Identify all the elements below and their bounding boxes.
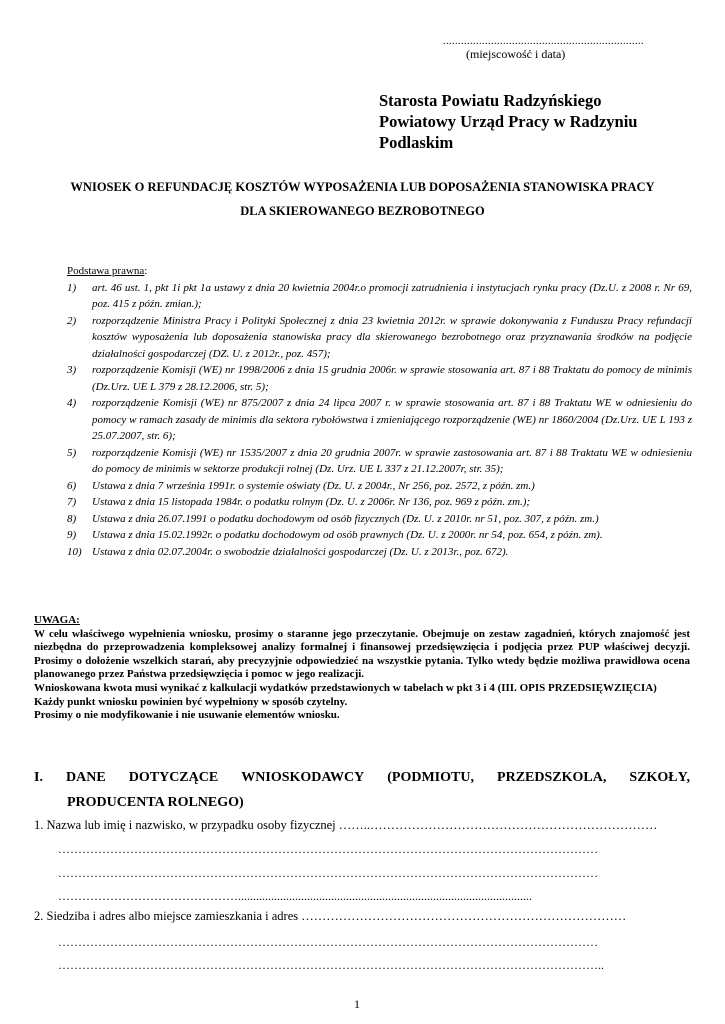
fill-line[interactable]: ……………………………………….................................................................................................. bbox=[58, 889, 532, 903]
fill-line[interactable]: …………………………………………………………………… bbox=[298, 909, 627, 923]
addressee-line: Podlaskim bbox=[379, 133, 454, 152]
legal-basis: Podstawa prawna: 1) art. 46 ust. 1, pkt 1i pkt 1a ustawy z dnia 20 kwietnia 2004r.o promocji zatrudnienia i instytucjach rynku pracy (Dz.U. z 2008 r. Nr 69, poz. 415 z późn. zmian.); 2) rozporządzenie Ministra Pracy i Polityki Społecznej z dnia 23 kwietnia 2012r. w sprawie dokonywania z Funduszu Pracy refundacji kosztów wyposażenia lub doposażenia stanowiska pracy dla skierowanego bezrobotnego oraz przyznawania środków na podjęcie działalności gospodarczej (DZ. U. z 2012r., poz. 457); 3) rozporządzenie Komisji (WE) nr 1998/2006 z dnia 15 grudnia 2006r. w sprawie stosowania art. 87 i 88 Traktatu do pomocy de minimis (Dz.Urz. UE L 379 z 28.12.2006, str. 5); 4) rozporządzenie Komisji (WE) nr 875/2007 z dnia 24 lipca 2007 r. w sprawie stosowania art. 87 i 88 Traktatu WE w odniesieniu do pomocy w ramach zasady de minimis dla sektora rybołówstwa i zmieniającego rozporządzenie (WE) nr 1860/2004 (Dz.Urz. UE L 193 z 25.07.2007, str. 6); 5) rozporządzenie Komisji (WE) nr 1535/2007 z dnia 20 grudnia 2007r. w sprawie zastosowania art. 87 i 88 Traktatu WE w odniesieniu do pomocy de minimis w sektorze produkcji rolnej (Dz. Urz. UE L 337 z 21.12.2007r, str. 35); 6) Ustawa z dnia 7 września 1991r. o systemie oświaty (Dz. U. z 2004r., Nr 256, poz. 2572, z późn. zm.) 7) Ustawa z dnia 15 listopada 1984r. o podatku rolnym (Dz. U. z 2006r. Nr 136, poz. 969 z późn. zm.); 8) Ustawa z dnia 26.07.1991 o podatku dochodowym od osób fizycznych (Dz. U. z 2010r. nr 51, poz. 307, z późn. zm.) 9) Ustawa z dnia 15.02.1992r. o podatku dochodowym od osób prawnych (Dz. U. z 2000r. nr 54, poz. 654, z późn. zm). 10) Ustawa z dnia 02.07.2004r. o swobodzie działalności gospodarczej (Dz. U. z 2013r., poz. 672). bbox=[67, 263, 692, 560]
legal-item: 3) rozporządzenie Komisji (WE) nr 1998/2006 z dnia 15 grudnia 2006r. w sprawie stosowania art. 87 i 88 Traktatu do pomocy de minimis (Dz.Urz. UE L 379 z 28.12.2006, str. 5); bbox=[67, 364, 692, 393]
fill-line[interactable]: ……………………………………………………………………………………………………………………… bbox=[58, 866, 598, 880]
legal-item: 1) art. 46 ust. 1, pkt 1i pkt 1a ustawy z dnia 20 kwietnia 2004r.o promocji zatrudnienia i instytucjach rynku pracy (Dz.U. z 2008 r. Nr 69, poz. 415 z późn. zmian.); bbox=[67, 281, 692, 310]
fill-line[interactable]: ……………………………………………………………………………………………………………………… bbox=[58, 935, 598, 949]
addressee-block bbox=[379, 90, 699, 153]
question-name bbox=[34, 818, 690, 833]
place-date-dots: ................................................................... bbox=[443, 36, 644, 47]
fill-line[interactable]: ……………………………………………………………………………………………………………………… bbox=[58, 842, 598, 856]
legal-item: 6) Ustawa z dnia 7 września 1991r. o systemie oświaty (Dz. U. z 2004r., Nr 256, poz. 2572, z późn. zm.) bbox=[67, 479, 535, 492]
legal-item: 9) Ustawa z dnia 15.02.1992r. o podatku dochodowym od osób prawnych (Dz. U. z 2000r. nr 54, poz. 654, z późn. zm). bbox=[67, 529, 603, 541]
place-date-label: (miejscowość i data) bbox=[466, 47, 566, 61]
document-title-line1: WNIOSEK O REFUNDACJĘ KOSZTÓW WYPOSAŻENIA LUB DOPOSAŻENIA STANOWISKA PRACY bbox=[70, 180, 655, 194]
warning-paragraph: W celu właściwego wypełnienia wniosku, prosimy o staranne jego przeczytanie. Obejmuje on zestaw zagadnień, których znajomość jest niezbędna do przeprowadzenia kompleksowej analizy formalnej i finansowej przedsięwzięcia i podjęcia przez PUP właściwej decyzji. Prosimy o dołożenie wszelkich starań, aby precyzyjnie odpowiedzieć na wszystkie pytania. Tylko wtedy będzie możliwa prawidłowa ocena planowanego przez Państwa przedsięwzięcia i pomoc w jego realizacji. bbox=[34, 627, 690, 681]
addressee-line: Starosta Powiatu Radzyńskiego bbox=[379, 91, 602, 110]
document-title-line2: DLA SKIEROWANEGO BEZROBOTNEGO bbox=[240, 204, 485, 218]
page-number: 1 bbox=[354, 997, 360, 1011]
warning-heading: UWAGA: bbox=[34, 614, 80, 626]
fill-line[interactable]: ……………………………………………………………………………………………………………………….. bbox=[58, 958, 604, 972]
warning-block bbox=[34, 614, 690, 723]
addressee-line: Powiatowy Urząd Pracy w Radzyniu bbox=[379, 112, 638, 131]
legal-item: 4) rozporządzenie Komisji (WE) nr 875/2007 z dnia 24 lipca 2007 r. w sprawie stosowania art. 87 i 88 Traktatu WE w odniesieniu do pomocy w ramach zasady de minimis dla sektora rybołówstwa i zmieniającego rozporządzenie (WE) nr 1860/2004 (Dz.Urz. UE L 193 z 25.07.2007, str. 6); bbox=[67, 397, 692, 442]
question-address bbox=[34, 909, 690, 924]
legal-item: 10) Ustawa z dnia 02.07.2004r. o swobodzie działalności gospodarczej (Dz. U. z 2013r., poz. 672). bbox=[67, 545, 509, 558]
legal-item: 8) Ustawa z dnia 26.07.1991 o podatku dochodowym od osób fizycznych (Dz. U. z 2010r. nr 51, poz. 307, z późn. zm.) bbox=[67, 512, 599, 525]
question-label: 1. Nazwa lub imię i nazwisko, w przypadku osoby fizycznej bbox=[34, 818, 336, 832]
legal-item: 2) rozporządzenie Ministra Pracy i Polityki Społecznej z dnia 23 kwietnia 2012r. w sprawie dokonywania z Funduszu Pracy refundacji kosztów wyposażenia lub doposażenia stanowiska pracy dla skierowanego bezrobotnego oraz przyznawania środków na podjęcie działalności gospodarczej (DZ. U. z 2012r., poz. 457); bbox=[67, 314, 692, 360]
fill-line[interactable]: ……..…………………………………………………………… bbox=[335, 818, 658, 832]
warning-paragraph: Każdy punkt wniosku powinien być wypełniony w sposób czytelny. bbox=[34, 695, 348, 708]
warning-paragraph: Prosimy o nie modyfikowanie i nie usuwanie elementów wniosku. bbox=[34, 709, 340, 722]
legal-item: 7) Ustawa z dnia 15 listopada 1984r. o podatku rolnym (Dz. U. z 2006r. Nr 136, poz. 969 z późn. zm.); bbox=[67, 496, 531, 508]
legal-basis-list bbox=[67, 280, 692, 561]
question-label: 2. Siedziba i adres albo miejsce zamieszkania i adres bbox=[34, 909, 299, 923]
section-heading: I. DANE DOTYCZĄCE WNIOSKODAWCY (PODMIOTU, PRZEDSZKOLA, SZKOŁY, PRODUCENTA ROLNEGO) bbox=[34, 770, 690, 810]
legal-basis-heading: Podstawa prawna bbox=[67, 265, 145, 277]
warning-paragraph: Wnioskowana kwota musi wynikać z kalkulacji wydatków przedstawionych w tabelach w pkt 3 i 4 (III. OPIS PRZEDSIĘWZIĘCIA) bbox=[34, 681, 657, 694]
legal-item: 5) rozporządzenie Komisji (WE) nr 1535/2007 z dnia 20 grudnia 2007r. w sprawie zastosowania art. 87 i 88 Traktatu WE w odniesieniu do pomocy de minimis w sektorze produkcji rolnej (Dz. Urz. UE L 337 z 21.12.2007r, str. 35); bbox=[67, 446, 692, 475]
